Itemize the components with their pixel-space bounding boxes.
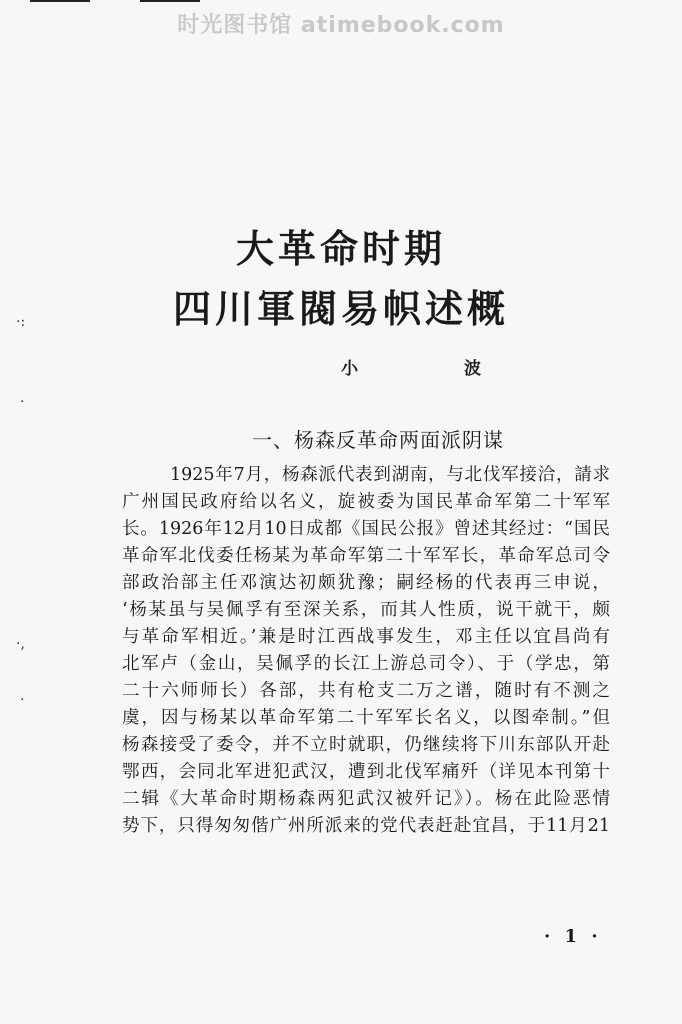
- body-line: 虞，因与杨某以革命军第二十军军长名义，以图牵制。”但: [122, 708, 610, 728]
- body-line: 势下，只得匆匆偕广州所派来的党代表赶赴宜昌，于11月21: [122, 816, 610, 836]
- author-char-1: 小: [341, 359, 358, 379]
- section-heading: 一、杨森反革命两面派阴谋: [252, 428, 504, 452]
- margin-mark: ·: [20, 394, 25, 410]
- body-line: 部政治部主任邓演达初颇犹豫；嗣经杨的代表再三申说，: [122, 573, 610, 593]
- margin-mark: ·:: [16, 314, 26, 330]
- body-line: 革命军北伐委任杨某为革命军第二十军军长，革命军总司令: [122, 546, 610, 566]
- body-text: [122, 462, 610, 840]
- page-number: · 1 ·: [544, 926, 602, 947]
- body-line: 北军卢（金山，吴佩孚的长江上游总司令）、于（学忠，第: [122, 654, 610, 674]
- body-line: 长。1926年12月10日成都《国民公报》曾述其经过：“国民: [122, 519, 610, 539]
- title-line-1: 大革命时期: [235, 227, 446, 271]
- body-line: 二十六师师长）各部，共有枪支二万之谱，随时有不测之: [122, 681, 610, 701]
- top-rule-right: [140, 0, 200, 2]
- title-line-2: 四川軍閥易帜述概: [172, 287, 509, 331]
- top-rule-left: [30, 0, 90, 2]
- author: [341, 354, 481, 379]
- margin-mark: ·,: [16, 636, 25, 652]
- body-line: 鄂西，会同北军进犯武汉，遭到北伐军痛歼（详见本刊第十: [122, 762, 610, 782]
- margin-mark: ·: [20, 692, 25, 708]
- body-line: 杨森接受了委令，并不立时就职，仍继续将下川东部队开赴: [122, 735, 610, 755]
- body-line: 二辑《大革命时期杨森两犯武汉被歼记》）。杨在此险恶情: [122, 789, 610, 809]
- body-line: ‘杨某虽与吴佩孚有至深关系，而其人性质，说干就干，颇: [122, 600, 610, 620]
- body-line: 广州国民政府给以名义，旋被委为国民革命军第二十军军: [122, 492, 610, 512]
- watermark: 时光图书馆 atimebook.com: [177, 13, 505, 38]
- author-char-2: 波: [464, 359, 481, 379]
- body-line: 1925年7月，杨森派代表到湖南，与北伐军接洽，請求: [170, 465, 610, 485]
- body-line: 与革命军相近。’兼是时江西战事发生，邓主任以宜昌尚有: [122, 627, 610, 647]
